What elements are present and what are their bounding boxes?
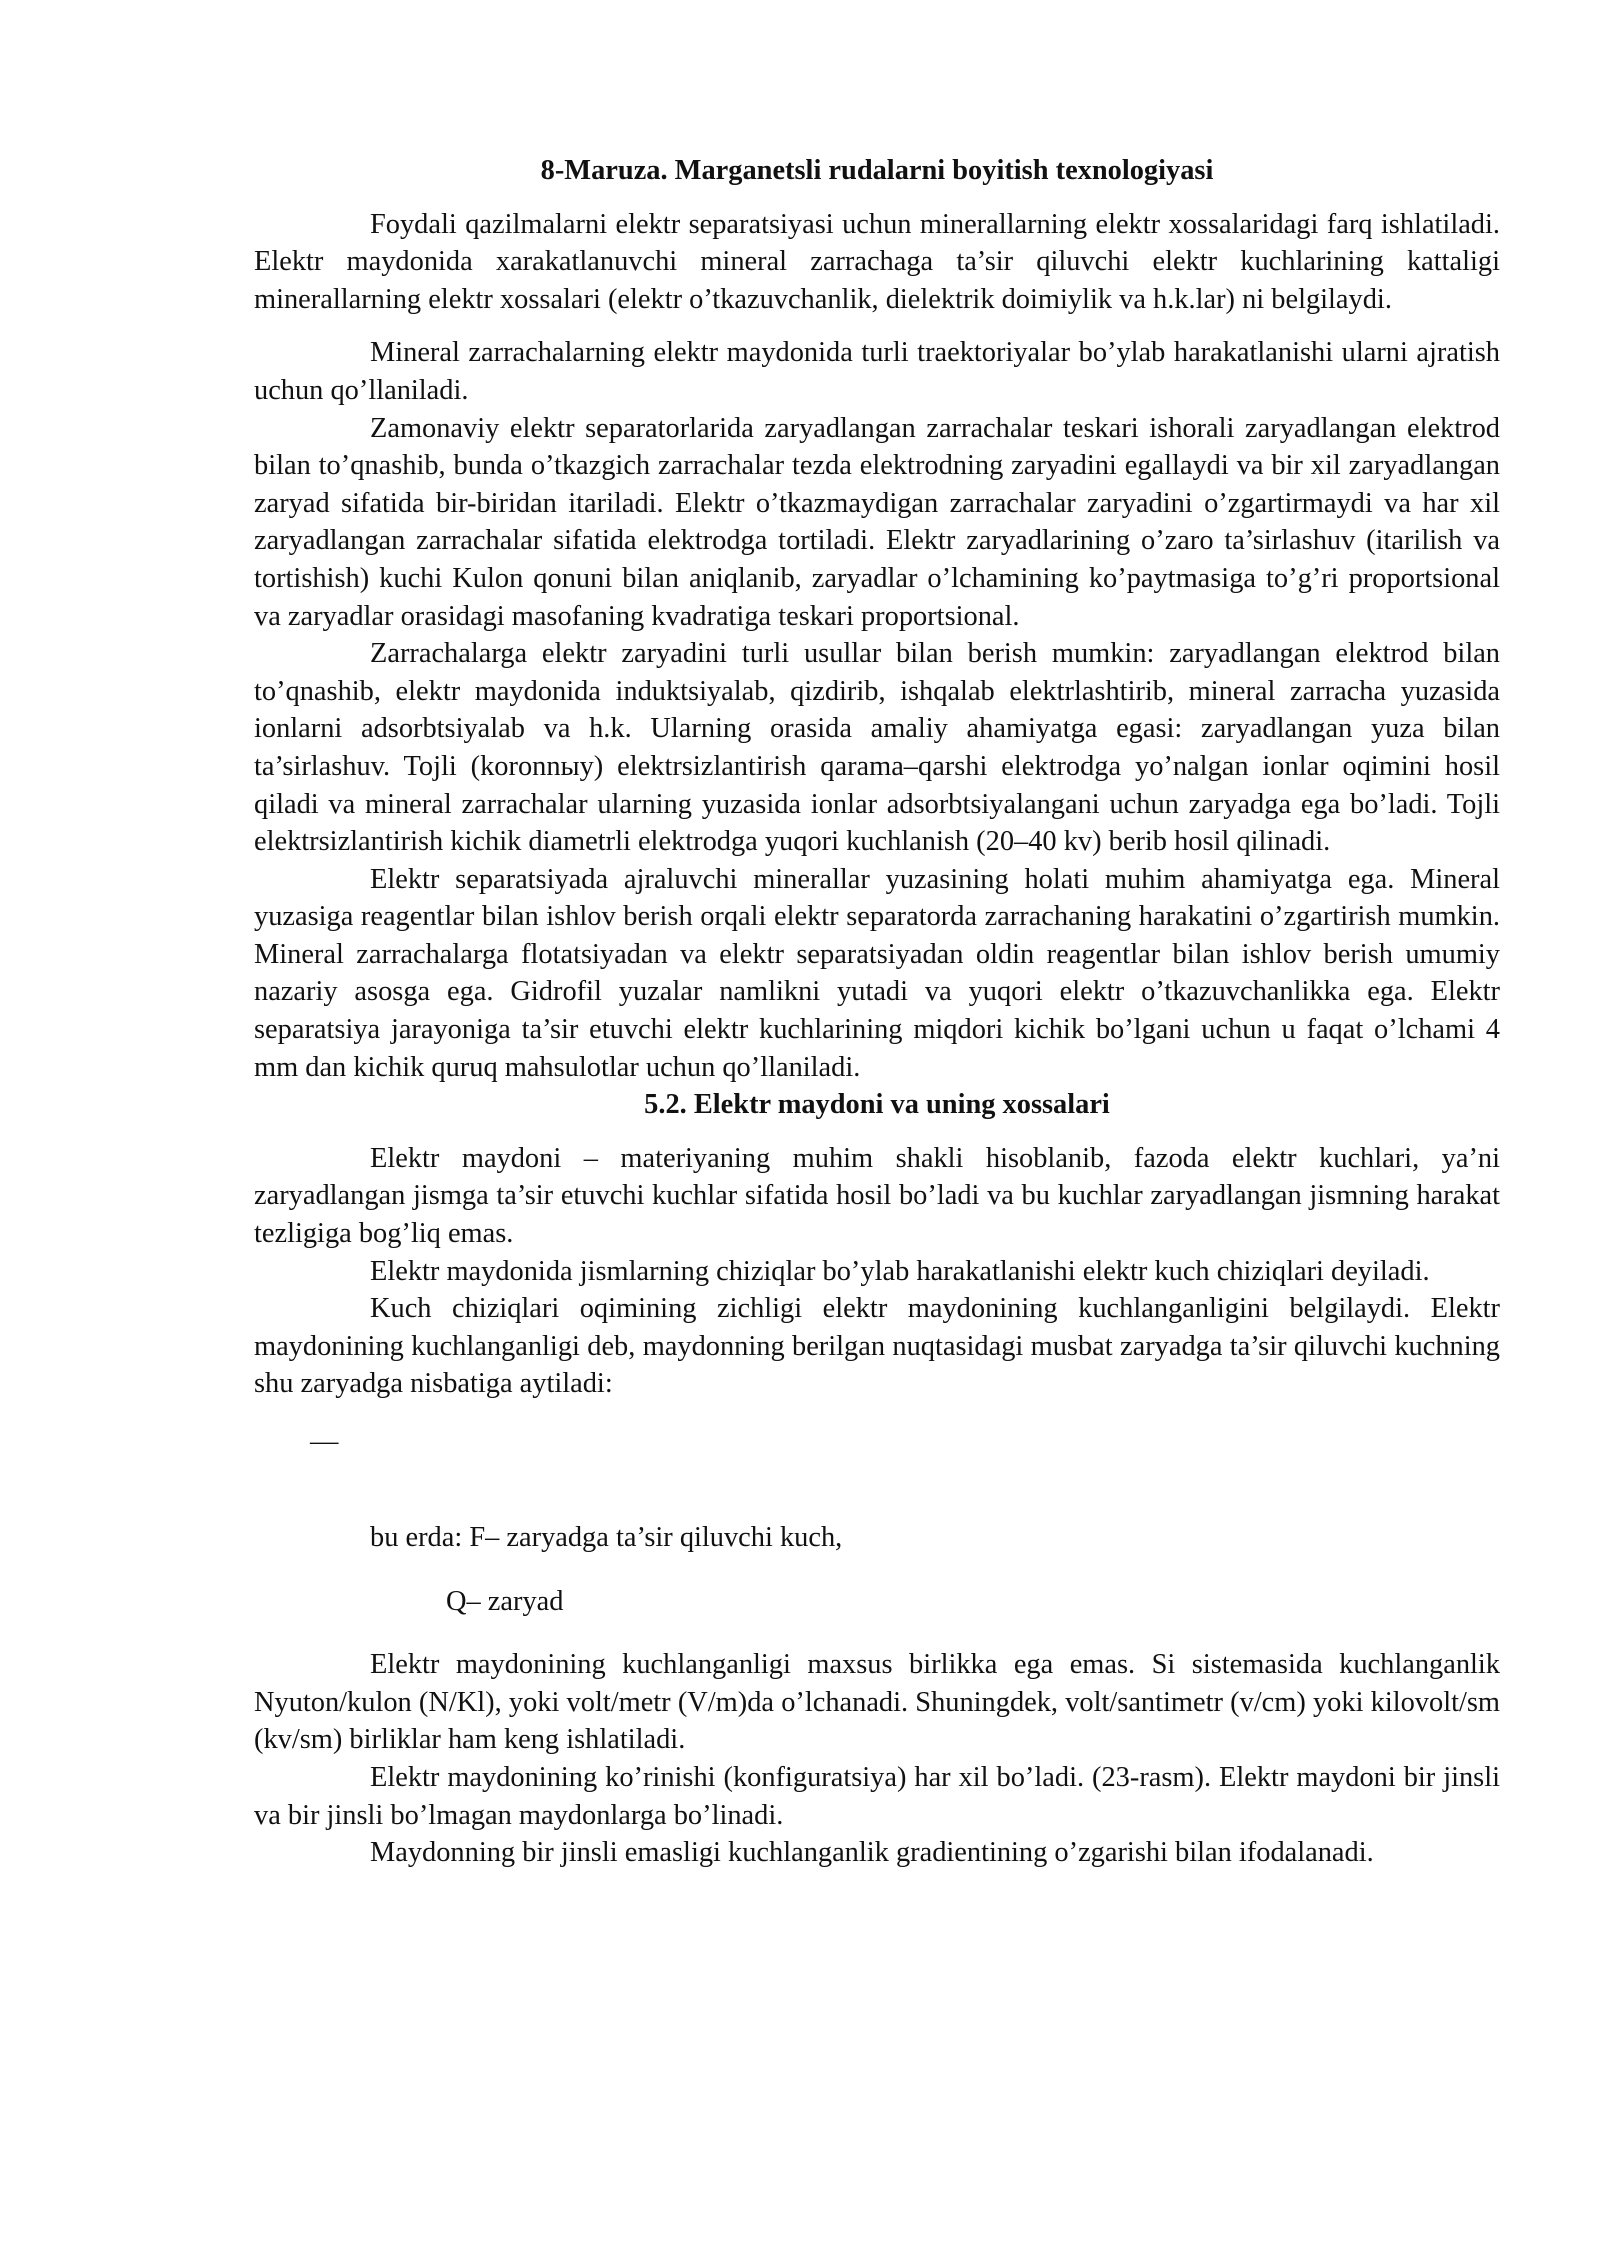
paragraph-intro: Foydali qazilmalarni elektr separatsiyasi uchun minerallarning elektr xossalaridagi farq ishlatiladi. Elektr maydonida xarakatlanuvchi mineral zarrachaga ta’sir qiluvchi elektr kuchlarining kattaligi minerallarning elektr xossalari (elektr o’tkazuvchanlik, dielektrik doimiylik va h.k.lar) ni belgilaydi. (254, 208, 1500, 315)
paragraph-field-strength: Kuch chiziqlari oqimining zichligi elektr maydonining kuchlanganligini belgilaydi. Elektr maydonining kuchlanganligi deb, maydonning berilgan nuqtasidagi musbat zaryadga ta’sir qiluvchi kuchning shu zaryadga nisbatiga aytiladi: (254, 1293, 1500, 1400)
formula-placeholder: — (310, 1426, 339, 1457)
definition-force: bu erda: F– zaryadga ta’sir qiluvchi kuch, (370, 1522, 843, 1553)
paragraph-separators: Zamonaviy elektr separatorlarida zaryadlangan zarrachalar teskari ishorali zaryadlangan elektrod bilan to’qnashib, bunda o’tkazgich zarrachalar tezda elektrodning zaryadini egallaydi va bir xil zaryadlangan zaryad sifatida bir-biridan itariladi. Elektr o’tkazmaydigan zarrachalar zaryadini o’zgartirmaydi va har xil zaryadlangan zarrachalar sifatida elektrodga tortiladi. Elektr zaryadlarining o’zaro ta’sirlashuv (itarilish va tortishish) kuchi Kulon qonuni bilan aniqlanib, zaryadlar o’lchamining ko’paytmasiga to’g’ri proportsional va zaryadlar orasidagi masofaning kvadratiga teskari proportsional. (254, 412, 1500, 632)
paragraph-nonuniformity: Maydonning bir jinsli emasligi kuchlanganlik gradientining o’zgarishi bilan ifodalanadi. (370, 1837, 1374, 1869)
paragraph-field-lines: Elektr maydonida jismlarning chiziqlar bo’ylab harakatlanishi elektr kuch chiziqlari deyiladi. (370, 1255, 1430, 1287)
paragraph-field-definition: Elektr maydoni – materiyaning muhim shakli hisoblanib, fazoda elektr kuchlari, ya’ni zaryadlangan jismga ta’sir etuvchi kuchlar sifatida hosil bo’ladi va bu kuchlar zaryadlangan jismning harakat tezligiga bog’liq emas. (254, 1142, 1500, 1250)
definition-charge: Q– zaryad (446, 1585, 564, 1617)
paragraph-units: Elektr maydonining kuchlanganligi maxsus birlikka ega emas. Si sistemasida kuchlanganlik Nyuton/kulon (N/Kl), yoki volt/metr (V/m)da o’lchanadi. Shuningdek, volt/santimetr (v/cm) yoki kilovolt/sm (kv/sm) birliklar ham keng ishlatiladi. (254, 1649, 1500, 1756)
paragraph-surface-state: Elektr separatsiyada ajraluvchi minerallar yuzasining holati muhim ahamiyatga ega. Mineral yuzasiga reagentlar bilan ishlov berish orqali elektr separatorda zarrachaning harakatini o’zgartirish mumkin. Mineral zarrachalarga flotatsiyadan va elektr separatsiyadan oldin reagentlar bilan ishlov berish umumiy nazariy asosga ega. Gidrofil yuzalar namlikni yutadi va yuqori elektr o’tkazuvchanlikka ega. Elektr separatsiya jarayoniga ta’sir etuvchi elektr kuchlarining miqdori kichik bo’lgani uchun u faqat o’lchami 4 mm dan kichik quruq mahsulotlar uchun qo’llaniladi. (254, 863, 1500, 1083)
lecture-title: 8-Maruza. Marganetsli rudalarni boyitish texnologiyasi (540, 155, 1214, 186)
paragraph-configuration: Elektr maydonining ko’rinishi (konfiguratsiya) har xil bo’ladi. (23-rasm). Elektr maydoni bir jinsli va bir jinsli bo’lmagan maydonlarga bo’linadi. (254, 1761, 1500, 1831)
paragraph-trajectories: Mineral zarrachalarning elektr maydonida turli traektoriyalar bo’ylab harakatlanishi ularni ajratish uchun qo’llaniladi. (254, 337, 1500, 406)
document-page (254, 152, 1500, 1872)
section-title: 5.2. Elektr maydoni va uning xossalari (644, 1089, 1110, 1121)
paragraph-charging-methods: Zarrachalarga elektr zaryadini turli usullar bilan berish mumkin: zaryadlangan elektrod bilan to’qnashib, elektr maydonida induktsiyalab, qizdirib, ishqalab elektrlashtirib, mineral zarracha yuzasida ionlarni adsorbtsiyalab va h.k. Ularning orasida amaliy ahamiyatga egasi: zaryadlangan yuza bilan ta’sirlashuv. Tojli (koronnыy) elektrsizlantirish qarama–qarshi elektrodga yo’nalgan ionlar oqimini hosil qiladi va mineral zarrachalar ularning yuzasida ionlar adsorbtsiyalangani uchun zaryadga ega bo’ladi. Tojli elektrsizlantirish kichik diametrli elektrodga yuqori kuchlanish (20–40 kv) berib hosil qilinadi. (254, 638, 1500, 858)
